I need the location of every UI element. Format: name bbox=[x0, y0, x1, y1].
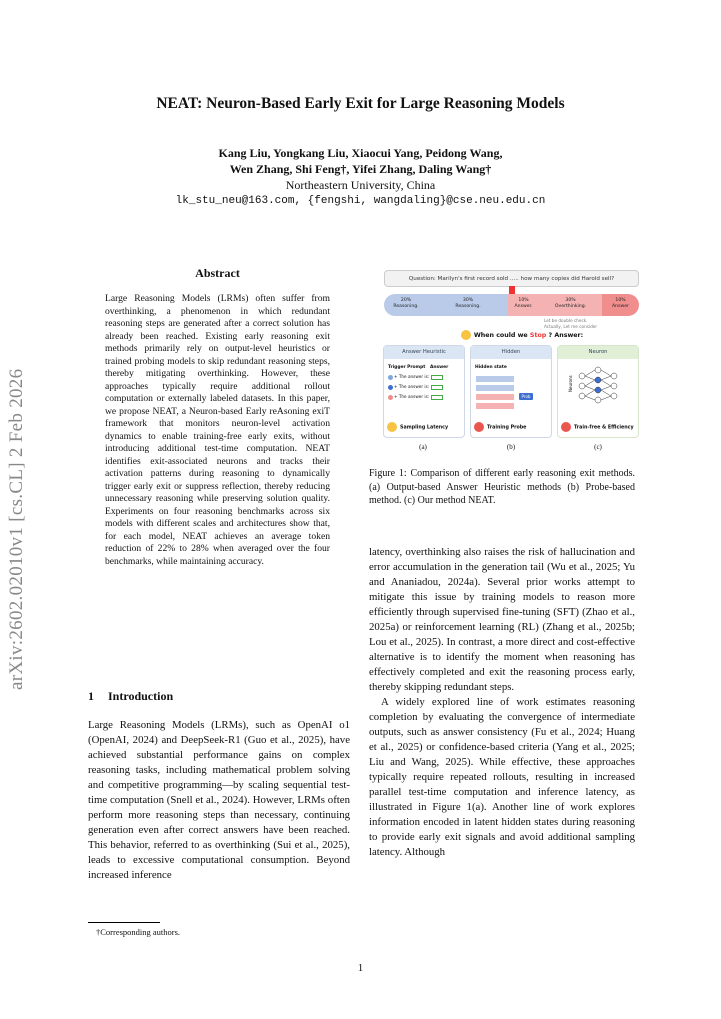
intro-paragraph: Large Reasoning Models (LRMs), such as OpenAI o1 (OpenAI, 2024) and DeepSeek-R1 (Guo et al., 2025), have achieved substantial performance gains on complex reasoning tasks, including mathematical problem solving and competitive programming—by scaling sequential test-time computation (Snell et al., 2024). However, LRMs often perform more reasoning steps than necessary, continuing generation even after correct answers have been reached. This behavior, referred to as overthinking (Sui et al., 2025), leads to excessive computational consumption. Beyond increased inference bbox=[88, 719, 350, 881]
panel-neuron bbox=[557, 345, 639, 438]
segment-5: 10% Answer bbox=[602, 294, 639, 316]
panel-b-foot: Training Probe bbox=[474, 422, 526, 432]
section-heading bbox=[88, 689, 187, 704]
section-number: 1 bbox=[88, 689, 94, 703]
panel-a-title: Answer Heuristic bbox=[384, 346, 464, 359]
svg-text:Neurons: Neurons bbox=[568, 375, 573, 392]
flag-icon bbox=[509, 286, 515, 294]
label-c: (c) bbox=[594, 443, 602, 451]
intro-right-column bbox=[369, 545, 635, 860]
stop-question: When could we Stop ? Answer: bbox=[442, 330, 602, 340]
panel-c-title: Neuron bbox=[558, 346, 638, 359]
figure-question: Question: Marilyn's first record sold ..... how many copies did Harold sell? bbox=[384, 270, 639, 287]
panel-b-title: Hidden bbox=[471, 346, 551, 359]
label-b: (b) bbox=[506, 443, 516, 451]
panel-answer-heuristic bbox=[383, 345, 465, 438]
page-number: 1 bbox=[357, 962, 364, 974]
label-a: (a) bbox=[419, 443, 427, 451]
section-title: Introduction bbox=[108, 689, 174, 703]
authors-line-1: Kang Liu, Yongkang Liu, Xiaocui Yang, Peidong Wang, bbox=[218, 146, 503, 160]
neuron-network-icon bbox=[566, 362, 632, 412]
right-paragraph-2: A widely explored line of work estimates reasoning completion by evaluating the convergence of intermediate outputs, such as answer consistency (Fu et al., 2024; Huang et al., 2025) or confidence-based criteria (Yang et al., 2025; Liu and Wang, 2025). While effective, these approaches typically require repeated rollouts, resulting in increased parallel test-time computation and inference latency, as illustrated in Figure 1(a). Another line of work explores information encoded in latent hidden states during reasoning to provide early exit signals and avoid additional sampling latency. Although bbox=[369, 696, 635, 858]
panel-b-label: Hidden state bbox=[475, 365, 507, 370]
footnote: †Corresponding authors. bbox=[96, 927, 181, 937]
reflection-note: Let be double check. Actually, Let me consider bbox=[544, 318, 598, 329]
panel-a-row: + The answer is: bbox=[388, 374, 460, 380]
abstract-heading: Abstract bbox=[195, 266, 240, 280]
thinking-face-icon bbox=[461, 330, 471, 340]
author-email: lk_stu_neu@163.com, {fengshi, wangdaling}@cse.neu.edu.cn bbox=[175, 195, 546, 207]
arxiv-stamp: arXiv:2602.02010v1 [cs.CL] 2 Feb 2026 bbox=[6, 368, 27, 690]
authors-block bbox=[0, 145, 721, 209]
segment-2: 30% Reasoning. bbox=[428, 294, 508, 316]
footnote-rule bbox=[88, 922, 160, 923]
panel-hidden bbox=[470, 345, 552, 438]
panel-a-row: + The answer is: bbox=[388, 384, 460, 390]
panel-c-foot: Train-free & Efficiency bbox=[561, 422, 634, 432]
segment-1: 20% Reasoning. bbox=[384, 294, 428, 316]
panel-a-row: + The answer is: bbox=[388, 394, 460, 400]
figure-caption: Figure 1: Comparison of different early reasoning exit methods. (a) Output-based Answer Heuristic methods (b) Probe-based method. (c) Our method NEAT. bbox=[369, 468, 635, 506]
authors-line-2: Wen Zhang, Shi Feng†, Yifei Zhang, Daling Wang† bbox=[229, 162, 492, 176]
segment-4: 30% Overthinking. bbox=[539, 294, 602, 316]
intro-left-column bbox=[88, 718, 350, 883]
panel-a-header: Trigger Prompt Answer bbox=[388, 365, 449, 370]
figure-1 bbox=[380, 266, 642, 456]
affiliation: Northeastern University, China bbox=[285, 178, 436, 192]
paper-title: NEAT: Neuron-Based Early Exit for Large Reasoning Models bbox=[156, 95, 565, 112]
abstract-text bbox=[105, 293, 330, 568]
probe-box: Prob bbox=[519, 393, 533, 400]
right-paragraph-1: latency, overthinking also raises the risk of hallucination and error accumulation in the generation tail (Wu et al., 2025; Yu and Ananiadou, 2024a). Several prior works attempt to mitigate this issue by training models to reason more efficiently through supervised fine-tuning (SFT) (Zhao et al., 2025a) or reinforcement learning (RL) (Zhang et al., 2025b; Lou et al., 2025). In contrast, a more direct and cost-effective alternative is to identify the moment when reasoning has effectively completed and exit the reasoning process early, thereby skipping redundant steps. bbox=[369, 546, 635, 693]
segment-3: 10% Answer. bbox=[508, 294, 539, 316]
panel-a-foot: Sampling Latency bbox=[387, 422, 448, 432]
abstract-paragraph: Large Reasoning Models (LRMs) often suffer from overthinking, a phenomenon in which redundant reasoning steps are generated after a correct solution has already been reached. Existing early reasoning exit methods primarily rely on output-level heuristics or trained probing models to skip redundant reasoning steps, thereby mitigating overthinking. However, these approaches typically require additional rollout computation or externally labeled datasets. In this paper, we propose NEAT, a Neuron-based Early reAsoning exiT framework that monitors neuron-level activation dynamics to enable training-free early exits, without introducing additional test-time computation. NEAT identifies exit-associated neurons and tracks their activation patterns during reasoning to dynamically trigger early exit or suppress reflection, thereby reducing unnecessary reasoning while preserving solution quality. Experiments on four reasoning benchmarks across six models with different scales and architectures show that, for each model, NEAT achieves an average token reduction of 22% to 28% when averaged over the four benchmarks, while maintaining accuracy. bbox=[105, 293, 330, 567]
